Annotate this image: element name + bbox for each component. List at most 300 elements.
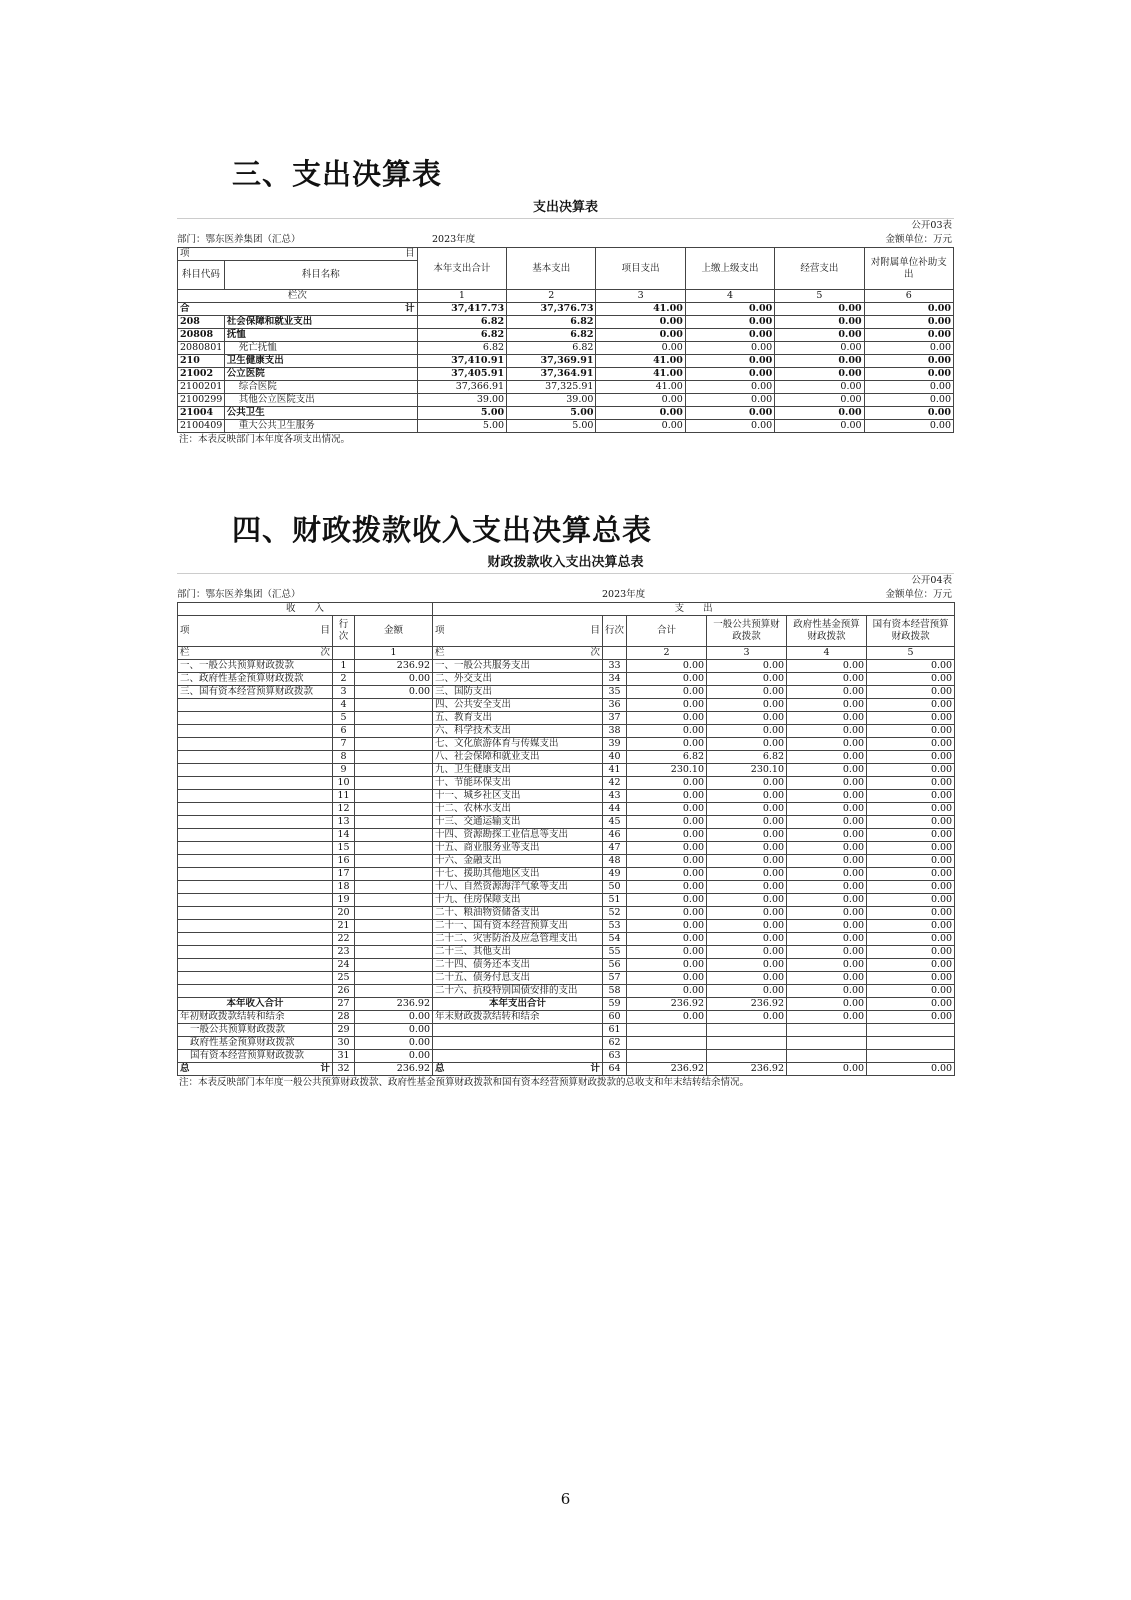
income-line-number: 22 xyxy=(333,933,355,946)
amount-cell: 0.00 xyxy=(775,394,864,407)
amount-cell: 0.00 xyxy=(685,407,774,420)
income-column-index: 1 xyxy=(355,647,433,660)
subject-code: 210 xyxy=(178,355,225,368)
column-index: 6 xyxy=(864,290,953,303)
expense-amount: 0.00 xyxy=(867,920,955,933)
table-row xyxy=(178,407,954,420)
expense-amount: 0.00 xyxy=(707,660,787,673)
expense-item: 二十二、灾害防治及应急管理支出 xyxy=(433,933,603,946)
expense-amount: 0.00 xyxy=(627,920,707,933)
expense-amount: 0.00 xyxy=(707,686,787,699)
expense-amount: 0.00 xyxy=(627,868,707,881)
fiscal-summary-note: 注：本表反映部门本年度一般公共预算财政拨款、政府性基金预算财政拨款和国有资本经营预算财政拨款的总收支和年末结转结余情况。 xyxy=(179,1077,750,1088)
expense-amount: 0.00 xyxy=(787,725,867,738)
income-line-number: 18 xyxy=(333,881,355,894)
fiscal-year: 2023年度 xyxy=(602,589,646,600)
amount-cell: 6.82 xyxy=(507,316,596,329)
subject-name: 综合医院 xyxy=(224,381,417,394)
expense-line-number: 42 xyxy=(603,777,627,790)
expense-amount: 0.00 xyxy=(707,985,787,998)
expense-item: 七、文化旅游体育与传媒支出 xyxy=(433,738,603,751)
amount-cell: 0.00 xyxy=(775,381,864,394)
amount-cell: 0.00 xyxy=(596,407,685,420)
income-line-number: 28 xyxy=(333,1011,355,1024)
expense-line-number: 60 xyxy=(603,1011,627,1024)
expense-amount: 0.00 xyxy=(867,1063,955,1076)
amount-cell: 0.00 xyxy=(775,329,864,342)
amount-cell: 5.00 xyxy=(507,407,596,420)
expense-amount: 0.00 xyxy=(787,855,867,868)
table-row xyxy=(178,686,955,699)
income-amount: 0.00 xyxy=(355,1050,433,1063)
item-header: 项 目 xyxy=(178,248,418,261)
income-line-number: 24 xyxy=(333,959,355,972)
expense-amount: 0.00 xyxy=(867,972,955,985)
table-row xyxy=(178,764,955,777)
expense-amount: 0.00 xyxy=(707,842,787,855)
income-item xyxy=(178,712,333,725)
table-row xyxy=(178,985,955,998)
expense-column-index-label: 栏 次 xyxy=(433,647,603,660)
expense-item: 三、国防支出 xyxy=(433,686,603,699)
expense-item: 五、教育支出 xyxy=(433,712,603,725)
expense-amount: 0.00 xyxy=(707,790,787,803)
expense-amount: 0.00 xyxy=(627,946,707,959)
expense-amount: 0.00 xyxy=(867,764,955,777)
expense-line-number: 48 xyxy=(603,855,627,868)
table-row xyxy=(178,1050,955,1063)
expense-item: 二十五、债务付息支出 xyxy=(433,972,603,985)
amount-cell: 0.00 xyxy=(864,368,953,381)
expense-line-number: 46 xyxy=(603,829,627,842)
table-row xyxy=(178,355,954,368)
amount-cell: 39.00 xyxy=(417,394,506,407)
income-amount xyxy=(355,868,433,881)
income-line-number: 7 xyxy=(333,738,355,751)
expenditure-note: 注：本表反映部门本年度各项支出情况。 xyxy=(179,434,351,445)
subject-name: 重大公共卫生服务 xyxy=(224,420,417,433)
table-row xyxy=(178,894,955,907)
income-header: 收 入 xyxy=(178,603,433,616)
table-row xyxy=(178,712,955,725)
table-row xyxy=(178,959,955,972)
table-row xyxy=(178,881,955,894)
income-line-number: 27 xyxy=(333,998,355,1011)
expense-amount: 0.00 xyxy=(787,972,867,985)
total-value: 37,376.73 xyxy=(507,303,596,316)
expense-amount: 0.00 xyxy=(787,699,867,712)
expense-line-number: 38 xyxy=(603,725,627,738)
expense-amount: 0.00 xyxy=(707,894,787,907)
table-row xyxy=(178,738,955,751)
income-line-number: 16 xyxy=(333,855,355,868)
income-item xyxy=(178,829,333,842)
income-line-number: 12 xyxy=(333,803,355,816)
income-amount xyxy=(355,855,433,868)
table-row xyxy=(178,816,955,829)
expense-item: 十五、商业服务业等支出 xyxy=(433,842,603,855)
total-value: 0.00 xyxy=(864,303,953,316)
expense-line-number: 59 xyxy=(603,998,627,1011)
expense-item: 十三、交通运输支出 xyxy=(433,816,603,829)
expenditure-meta-row xyxy=(177,233,954,247)
table-row xyxy=(178,342,954,355)
expenditure-code-row xyxy=(177,219,954,233)
expense-line-number: 53 xyxy=(603,920,627,933)
subject-name: 社会保障和就业支出 xyxy=(224,316,417,329)
expense-amount: 0.00 xyxy=(707,1011,787,1024)
expense-amount: 0.00 xyxy=(627,790,707,803)
expense-amount: 0.00 xyxy=(787,712,867,725)
income-line-number: 10 xyxy=(333,777,355,790)
income-line-number: 14 xyxy=(333,829,355,842)
expense-grand-total-label: 总 计 xyxy=(433,1063,603,1076)
expense-amount: 0.00 xyxy=(707,829,787,842)
amount-cell: 37,369.91 xyxy=(507,355,596,368)
income-item-header: 项 目 xyxy=(178,616,333,647)
expense-line-number: 43 xyxy=(603,790,627,803)
expense-header: 支 出 xyxy=(433,603,955,616)
expense-amount: 0.00 xyxy=(867,699,955,712)
income-item xyxy=(178,842,333,855)
department-label: 部门：鄂东医养集团（汇总） xyxy=(177,234,301,245)
expenditure-sheet xyxy=(177,198,954,447)
income-amount xyxy=(355,959,433,972)
amount-cell: 0.00 xyxy=(775,420,864,433)
income-line-number: 26 xyxy=(333,985,355,998)
income-amount: 0.00 xyxy=(355,673,433,686)
expense-amount: 6.82 xyxy=(707,751,787,764)
total-value: 37,417.73 xyxy=(417,303,506,316)
income-amount xyxy=(355,816,433,829)
col-code-header: 科目代码 xyxy=(178,261,225,290)
expense-item: 六、科学技术支出 xyxy=(433,725,603,738)
expense-line-header: 行次 xyxy=(603,616,627,647)
expense-amount: 0.00 xyxy=(787,829,867,842)
expense-line-number: 54 xyxy=(603,933,627,946)
income-amount xyxy=(355,842,433,855)
column-index: 2 xyxy=(507,290,596,303)
expense-amount: 0.00 xyxy=(867,959,955,972)
expense-item: 一、一般公共服务支出 xyxy=(433,660,603,673)
amount-cell: 0.00 xyxy=(775,342,864,355)
income-line-number: 29 xyxy=(333,1024,355,1037)
income-amount xyxy=(355,803,433,816)
expense-amount: 0.00 xyxy=(627,738,707,751)
expense-amount: 0.00 xyxy=(787,1063,867,1076)
expense-amount: 0.00 xyxy=(627,725,707,738)
income-line-number: 2 xyxy=(333,673,355,686)
expense-line-number: 34 xyxy=(603,673,627,686)
expense-amount: 0.00 xyxy=(707,972,787,985)
expense-amount: 0.00 xyxy=(787,803,867,816)
subject-code: 21002 xyxy=(178,368,225,381)
expense-line-number: 44 xyxy=(603,803,627,816)
expense-column-index: 4 xyxy=(787,647,867,660)
col-subsidy-header: 对附属单位补助支出 xyxy=(864,248,953,290)
amount-unit: 金额单位：万元 xyxy=(885,589,952,600)
expense-item: 十一、城乡社区支出 xyxy=(433,790,603,803)
income-amount xyxy=(355,881,433,894)
income-amount xyxy=(355,764,433,777)
expense-amount: 0.00 xyxy=(867,712,955,725)
table-row xyxy=(178,1037,955,1050)
fiscal-summary-table-title: 财政拨款收入支出决算总表 xyxy=(177,553,954,574)
total-value: 41.00 xyxy=(596,303,685,316)
income-amount xyxy=(355,972,433,985)
expense-amount: 236.92 xyxy=(707,1063,787,1076)
income-line-number: 5 xyxy=(333,712,355,725)
income-item xyxy=(178,738,333,751)
amount-cell: 5.00 xyxy=(417,420,506,433)
income-amount xyxy=(355,946,433,959)
expense-amount: 236.92 xyxy=(627,1063,707,1076)
income-amount: 0.00 xyxy=(355,1011,433,1024)
income-item: 国有资本经营预算财政拨款 xyxy=(178,1050,333,1063)
subject-name: 公共卫生 xyxy=(224,407,417,420)
expense-amount: 0.00 xyxy=(867,868,955,881)
expense-item: 九、卫生健康支出 xyxy=(433,764,603,777)
expense-amount: 0.00 xyxy=(787,920,867,933)
table-row xyxy=(178,368,954,381)
expense-line-number: 36 xyxy=(603,699,627,712)
expense-amount: 0.00 xyxy=(787,946,867,959)
expense-amount: 0.00 xyxy=(627,699,707,712)
income-item xyxy=(178,751,333,764)
expense-amount xyxy=(787,1024,867,1037)
table-row xyxy=(178,725,955,738)
expense-item xyxy=(433,1050,603,1063)
table-row xyxy=(178,803,955,816)
income-item xyxy=(178,790,333,803)
expense-amount: 0.00 xyxy=(867,816,955,829)
expense-amount: 0.00 xyxy=(787,933,867,946)
table-row xyxy=(178,920,955,933)
expense-item xyxy=(433,1024,603,1037)
expense-line-number: 61 xyxy=(603,1024,627,1037)
table-row xyxy=(178,829,955,842)
income-line-number: 23 xyxy=(333,946,355,959)
expense-amount: 0.00 xyxy=(787,816,867,829)
expense-line-number: 64 xyxy=(603,1063,627,1076)
income-item xyxy=(178,803,333,816)
amount-cell: 6.82 xyxy=(417,329,506,342)
expense-item: 八、社会保障和就业支出 xyxy=(433,751,603,764)
income-item xyxy=(178,894,333,907)
income-item xyxy=(178,868,333,881)
expense-item: 十九、住房保障支出 xyxy=(433,894,603,907)
table-row xyxy=(178,420,954,433)
expense-amount: 0.00 xyxy=(627,881,707,894)
amount-cell: 37,410.91 xyxy=(417,355,506,368)
expense-line-number: 50 xyxy=(603,881,627,894)
table-row xyxy=(178,842,955,855)
expense-amount: 0.00 xyxy=(787,985,867,998)
expense-amount: 0.00 xyxy=(627,933,707,946)
expense-line-number: 51 xyxy=(603,894,627,907)
amount-cell: 0.00 xyxy=(685,381,774,394)
col-upper-header: 上缴上级支出 xyxy=(685,248,774,290)
expense-amount: 0.00 xyxy=(867,803,955,816)
table-row xyxy=(178,751,955,764)
expense-item: 十七、援助其他地区支出 xyxy=(433,868,603,881)
fiscal-year: 2023年度 xyxy=(432,234,476,245)
amount-cell: 0.00 xyxy=(864,316,953,329)
amount-cell: 0.00 xyxy=(685,394,774,407)
amount-cell: 6.82 xyxy=(417,342,506,355)
expense-amount: 0.00 xyxy=(867,686,955,699)
expense-line-number: 33 xyxy=(603,660,627,673)
expense-amount: 0.00 xyxy=(867,933,955,946)
income-item xyxy=(178,699,333,712)
section-heading-fiscal-summary: 四、财政拨款收入支出决算总表 xyxy=(232,513,653,547)
expense-amount: 0.00 xyxy=(627,1011,707,1024)
income-amount: 0.00 xyxy=(355,1024,433,1037)
income-line-number: 1 xyxy=(333,660,355,673)
expense-amount: 0.00 xyxy=(787,894,867,907)
expense-amount: 0.00 xyxy=(787,738,867,751)
amount-cell: 0.00 xyxy=(775,368,864,381)
expense-amount: 0.00 xyxy=(787,751,867,764)
income-item xyxy=(178,881,333,894)
subject-code: 2100299 xyxy=(178,394,225,407)
fiscal-meta-row xyxy=(177,588,954,602)
table-row xyxy=(178,699,955,712)
income-item: 三、国有资本经营预算财政拨款 xyxy=(178,686,333,699)
expense-amount: 0.00 xyxy=(707,855,787,868)
amount-cell: 0.00 xyxy=(596,316,685,329)
expense-line-number: 49 xyxy=(603,868,627,881)
table-row xyxy=(178,673,955,686)
expense-amount xyxy=(867,1050,955,1063)
col-total-header: 合计 xyxy=(627,616,707,647)
expense-item: 二、外交支出 xyxy=(433,673,603,686)
column-index: 4 xyxy=(685,290,774,303)
expense-item: 二十一、国有资本经营预算支出 xyxy=(433,920,603,933)
income-line-number: 20 xyxy=(333,907,355,920)
subject-name: 其他公立医院支出 xyxy=(224,394,417,407)
expense-amount: 0.00 xyxy=(867,881,955,894)
amount-cell: 5.00 xyxy=(417,407,506,420)
amount-cell: 0.00 xyxy=(775,355,864,368)
income-line-number: 30 xyxy=(333,1037,355,1050)
expense-amount: 0.00 xyxy=(627,907,707,920)
income-item: 政府性基金预算财政拨款 xyxy=(178,1037,333,1050)
col-name-header: 科目名称 xyxy=(224,261,417,290)
expense-amount: 0.00 xyxy=(787,673,867,686)
expense-amount: 0.00 xyxy=(627,660,707,673)
expense-amount: 0.00 xyxy=(787,881,867,894)
expense-amount: 0.00 xyxy=(787,790,867,803)
amount-cell: 0.00 xyxy=(596,342,685,355)
expense-line-number: 45 xyxy=(603,816,627,829)
amount-cell: 0.00 xyxy=(864,355,953,368)
expense-amount: 0.00 xyxy=(867,842,955,855)
table-row xyxy=(178,790,955,803)
income-line-number: 6 xyxy=(333,725,355,738)
expense-amount: 0.00 xyxy=(787,959,867,972)
expense-amount: 0.00 xyxy=(707,803,787,816)
expense-amount: 236.92 xyxy=(707,998,787,1011)
expense-column-index: 2 xyxy=(627,647,707,660)
amount-cell: 37,366.91 xyxy=(417,381,506,394)
income-item xyxy=(178,920,333,933)
income-line-number: 25 xyxy=(333,972,355,985)
expense-amount: 0.00 xyxy=(787,777,867,790)
column-index: 1 xyxy=(417,290,506,303)
table-row xyxy=(178,660,955,673)
amount-cell: 37,325.91 xyxy=(507,381,596,394)
expense-amount: 0.00 xyxy=(787,907,867,920)
table-row xyxy=(178,1024,955,1037)
page-number: 6 xyxy=(560,1490,571,1508)
expense-amount: 0.00 xyxy=(867,790,955,803)
expense-amount: 0.00 xyxy=(627,959,707,972)
table-row xyxy=(178,868,955,881)
fiscal-summary-table xyxy=(177,602,955,1076)
expense-item: 十八、自然资源海洋气象等支出 xyxy=(433,881,603,894)
income-amount: 236.92 xyxy=(355,1063,433,1076)
income-column-index-label: 栏 次 xyxy=(178,647,333,660)
total-value: 0.00 xyxy=(775,303,864,316)
expense-amount: 0.00 xyxy=(867,855,955,868)
expense-line-number: 58 xyxy=(603,985,627,998)
expense-amount: 0.00 xyxy=(707,881,787,894)
expense-amount: 0.00 xyxy=(707,699,787,712)
expense-amount: 0.00 xyxy=(627,972,707,985)
income-item xyxy=(178,972,333,985)
expense-amount xyxy=(867,1037,955,1050)
col-project-header: 项目支出 xyxy=(596,248,685,290)
expense-amount: 0.00 xyxy=(787,660,867,673)
amount-cell: 0.00 xyxy=(685,316,774,329)
income-item xyxy=(178,855,333,868)
section-heading-expenditure: 三、支出决算表 xyxy=(232,157,443,191)
expense-amount: 0.00 xyxy=(627,673,707,686)
expense-column-index: 5 xyxy=(867,647,955,660)
table-row xyxy=(178,1011,955,1024)
income-item: 二、政府性基金预算财政拨款 xyxy=(178,673,333,686)
form-code: 公开03表 xyxy=(911,220,952,231)
expense-amount xyxy=(787,1050,867,1063)
amount-cell: 0.00 xyxy=(864,394,953,407)
expense-item: 年末财政拨款结转和结余 xyxy=(433,1011,603,1024)
expense-amount: 0.00 xyxy=(867,673,955,686)
amount-cell: 0.00 xyxy=(775,316,864,329)
expense-amount: 0.00 xyxy=(627,894,707,907)
income-line-number: 19 xyxy=(333,894,355,907)
expense-item xyxy=(433,1037,603,1050)
expense-amount: 0.00 xyxy=(867,894,955,907)
income-amount xyxy=(355,725,433,738)
expense-amount: 0.00 xyxy=(867,985,955,998)
income-item: 年初财政拨款结转和结余 xyxy=(178,1011,333,1024)
col-general-budget-header: 一般公共预算财政拨款 xyxy=(707,616,787,647)
expense-line-number: 63 xyxy=(603,1050,627,1063)
income-amount xyxy=(355,985,433,998)
income-amount: 0.00 xyxy=(355,686,433,699)
table-row xyxy=(178,394,954,407)
expense-line-blank xyxy=(603,647,627,660)
income-item xyxy=(178,946,333,959)
expense-amount: 0.00 xyxy=(707,933,787,946)
income-item xyxy=(178,725,333,738)
expense-item: 二十六、抗疫特别国债安排的支出 xyxy=(433,985,603,998)
income-amount: 236.92 xyxy=(355,998,433,1011)
table-row xyxy=(178,855,955,868)
expense-amount: 0.00 xyxy=(867,946,955,959)
income-item: 一、一般公共预算财政拨款 xyxy=(178,660,333,673)
